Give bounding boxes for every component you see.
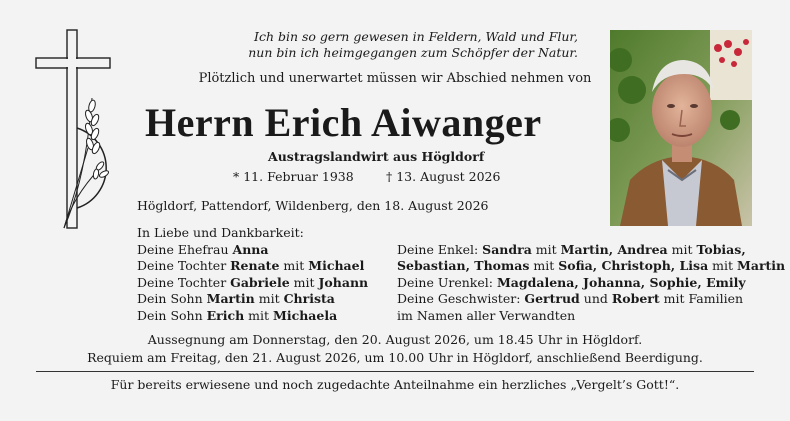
list-item: Sebastian, Thomas mit Sofia, Christoph, Lisa mit Martin: [397, 258, 786, 273]
list-item: Deine Tochter Renate mit Michael: [137, 258, 365, 273]
list-item: Dein Sohn Martin mit Christa: [137, 291, 335, 306]
occupation: Austragslandwirt aus Högldorf: [268, 149, 485, 164]
divider: [36, 371, 754, 372]
list-item: Deine Geschwister: Gertrud und Robert mit Familien: [397, 291, 744, 306]
funeral-line: Requiem am Freitag, den 21. August 2026, um 10.00 Uhr in Högldorf, anschließend Beerdigung.: [87, 350, 703, 365]
list-item: Deine Enkel: Sandra mit Martin, Andrea mit Tobias,: [397, 241, 746, 257]
mourners-right: [397, 242, 785, 325]
portrait-photo: [610, 30, 752, 226]
poem-line: Ich bin so gern gewesen in Feldern, Wald und Flur,: [254, 29, 578, 44]
birth-date: * 11. Februar 1938: [233, 169, 354, 184]
list-item: Deine Tochter Gabriele mit Johann: [137, 274, 369, 290]
list-item: Deine Ehefrau Anna: [137, 241, 269, 257]
deceased-name: Herrn Erich Aiwanger: [145, 100, 542, 145]
intro-text: Plötzlich und unerwartet müssen wir Abschied nehmen von: [198, 71, 592, 86]
cross-icon: [34, 28, 124, 233]
list-item: Dein Sohn Erich mit Michaela: [137, 307, 338, 323]
place-date: Högldorf, Pattendorf, Wildenberg, den 18. August 2026: [137, 198, 489, 213]
mourners-left: [137, 225, 368, 324]
poem: [248, 29, 578, 61]
list-item: Deine Urenkel: Magdalena, Johanna, Sophie, Emily: [397, 274, 746, 290]
funeral-line: Aussegnung am Donnerstag, den 20. August 2026, um 18.45 Uhr in Högldorf.: [147, 332, 643, 347]
list-item: im Namen aller Verwandten: [397, 307, 576, 323]
funeral-info: [0, 331, 790, 367]
poem-line: nun bin ich heimgegangen zum Schöpfer der Natur.: [248, 45, 578, 60]
thanks-line: Für bereits erwiesene und noch zugedachte Anteilnahme ein herzliches „Vergelt’s Gott!“.: [110, 377, 680, 392]
death-date: † 13. August 2026: [386, 169, 501, 184]
mourners-heading: In Liebe und Dankbarkeit:: [137, 225, 304, 240]
